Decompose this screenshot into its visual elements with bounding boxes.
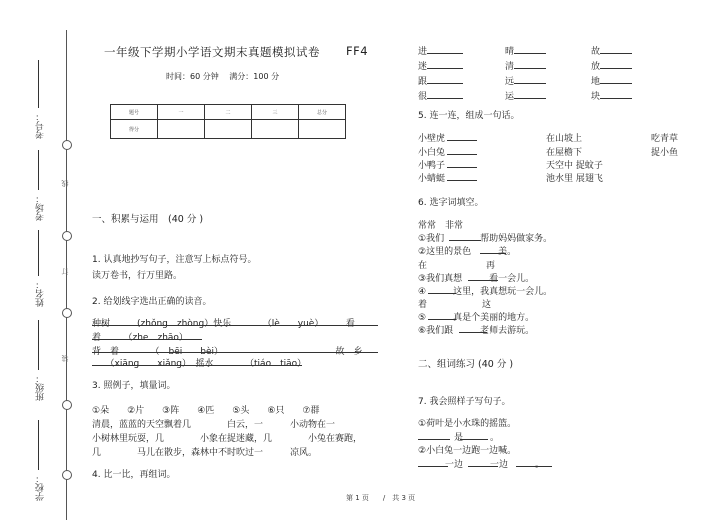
underline-rule [92, 325, 378, 326]
name-field[interactable] [38, 230, 39, 276]
question-3-options: ①朵 ②片 ③阵 ④匹 ⑤头 ⑥只 ⑦群 [92, 406, 320, 416]
match-item [418, 131, 477, 144]
match-subject: 小蜻蜓 [418, 174, 446, 184]
score-value: 100 分 [253, 72, 280, 81]
compare-row [418, 74, 463, 87]
answer-blank[interactable] [447, 171, 477, 181]
question-7: 7. 我会照样子写句子。 [418, 397, 511, 407]
answer-blank[interactable] [428, 293, 456, 294]
question-1: 1. 认真地抄写句子，注意写上标点符号。 [92, 255, 257, 265]
score-table-header: 二 [205, 105, 252, 120]
binding-line [66, 30, 67, 520]
fill-line: ⑥我们跟 老师去游玩。 [418, 326, 535, 336]
score-table-header: 题号 [111, 105, 158, 120]
cut-mark: 订 [61, 268, 69, 275]
question-3: 3. 照例子，填量词。 [92, 381, 176, 391]
match-subject: 小壁虎 [418, 134, 446, 144]
match-subject: 小鸭子 [418, 161, 446, 171]
compare-row [591, 74, 632, 87]
compare-char: 很 [418, 92, 428, 102]
name-label: 姓名： [36, 280, 46, 307]
compare-row [591, 89, 632, 102]
score-table [110, 104, 346, 139]
score-cell[interactable] [158, 120, 205, 139]
school-label: 学校： [36, 474, 46, 501]
class-label: 班级： [36, 374, 46, 401]
answer-blank[interactable] [516, 466, 552, 467]
word-choice: 再 [486, 261, 496, 271]
answer-blank[interactable] [514, 44, 546, 54]
compare-row [418, 59, 463, 72]
score-table-header: 总分 [299, 105, 346, 120]
answer-blank[interactable] [427, 44, 463, 54]
question-5: 5. 连一连，组成一句话。 [418, 111, 520, 121]
compare-char: 运 [505, 92, 515, 102]
score-cell[interactable] [299, 120, 346, 139]
score-cell[interactable] [252, 120, 299, 139]
answer-blank[interactable] [449, 240, 481, 241]
exam-meta [166, 71, 279, 82]
compare-char: 进 [418, 47, 428, 57]
class-field[interactable] [38, 320, 39, 370]
fill-line: ②这里的景色 美。 [418, 247, 517, 257]
exam-room-label: 考场： [36, 194, 46, 221]
answer-blank[interactable] [447, 158, 477, 168]
compare-char: 故 [591, 47, 601, 57]
binding-hole [62, 308, 72, 318]
answer-blank[interactable] [418, 466, 448, 467]
compare-char: 远 [505, 77, 515, 87]
underline-rule [92, 365, 302, 366]
word-choice: 着 [418, 300, 428, 310]
compare-row [591, 44, 632, 57]
binding-hole [62, 231, 72, 241]
page-footer [346, 493, 415, 503]
answer-blank[interactable] [447, 131, 477, 141]
binding-hole [62, 400, 72, 410]
question-1-text: 读万卷书，行万里路。 [92, 271, 183, 281]
answer-blank[interactable] [447, 145, 477, 155]
compare-row [505, 59, 546, 72]
word-choice: 这 [482, 300, 492, 310]
answer-blank[interactable] [427, 89, 463, 99]
section-1-title: 一、积累与运用 (40 分 ) [92, 214, 204, 225]
score-table-header: 一 [158, 105, 205, 120]
word-choice: 在 [418, 261, 428, 271]
score-row-label: 得分 [111, 120, 158, 139]
match-item [418, 171, 477, 184]
underline-rule [92, 339, 202, 340]
answer-blank[interactable] [514, 74, 546, 84]
example-sentence: ②小白兔一边跑一边喊。 [418, 446, 517, 456]
fill-line: ①我们 帮助妈妈做家务。 [418, 234, 553, 244]
question-2-line: 种树 (zhǒng zhòng）快乐 （lè yuè） 看 [92, 319, 355, 329]
score-cell[interactable] [205, 120, 252, 139]
answer-blank[interactable] [468, 466, 498, 467]
compare-char: 迷 [418, 62, 428, 72]
page-title: 一年级下学期小学语文期末真题模拟试卷 [104, 45, 320, 59]
answer-blank[interactable] [459, 332, 487, 333]
compare-row [418, 44, 463, 57]
answer-blank[interactable] [600, 44, 632, 54]
score-table-header: 三 [252, 105, 299, 120]
question-4: 4. 比一比，再组词。 [92, 470, 176, 480]
question-6: 6. 选字词填空。 [418, 198, 484, 208]
answer-blank[interactable] [600, 89, 632, 99]
compare-row [591, 59, 632, 72]
compare-char: 清 [505, 62, 515, 72]
compare-char: 跟 [418, 77, 428, 87]
school-field[interactable] [38, 420, 39, 470]
answer-blank[interactable] [427, 59, 463, 69]
compare-char: 地 [591, 77, 601, 87]
compare-char: 晴 [505, 47, 515, 57]
question-2-line: 着 （zhe zhāo） [92, 333, 188, 343]
match-subject: 小白兔 [418, 148, 446, 158]
page-number: 第 1 页 [346, 494, 369, 502]
exam-no-label: 考号： [36, 112, 46, 139]
page-total: 共 3 页 [392, 494, 416, 502]
question-3-line: 清晨，蓝蓝的天空飘着几 白云，一 小动物在一 [92, 420, 336, 430]
page-separator: / [382, 494, 386, 502]
answer-blank[interactable] [600, 74, 632, 84]
binding-hole [62, 140, 72, 150]
question-3-line: 小树林里玩耍，几 小象在捉迷藏，几 小兔在赛跑， [92, 434, 363, 444]
match-item [418, 158, 477, 171]
answer-blank[interactable] [514, 89, 546, 99]
question-2-line: （xiāng xiǎng） 摇水 （tiáo tiāo） [92, 359, 307, 369]
compare-char: 块 [591, 92, 601, 102]
compare-char: 放 [591, 62, 601, 72]
answer-blank[interactable] [480, 253, 506, 254]
answer-blank[interactable] [514, 59, 546, 69]
compare-row [418, 89, 463, 102]
binding-hole [62, 470, 72, 480]
compare-row [505, 74, 546, 87]
match-place: 天空中 捉蚊子 [546, 161, 603, 171]
match-action: 捉小鱼 [651, 148, 679, 158]
exam-room-field[interactable] [38, 150, 39, 190]
match-action: 吃青草 [651, 134, 679, 144]
fill-line: ③我们真想 看一会儿。 [418, 274, 535, 284]
cut-mark: 装 [61, 355, 69, 362]
answer-blank[interactable] [600, 59, 632, 69]
answer-blank[interactable] [460, 439, 488, 440]
match-place: 在屋檐下 [546, 148, 583, 158]
answer-blank[interactable] [418, 439, 450, 440]
question-2: 2. 给划线字选出正确的读音。 [92, 297, 212, 307]
underline-rule [92, 352, 378, 353]
match-place: 在山坡上 [546, 134, 583, 144]
match-place: 池水里 展翅飞 [546, 174, 603, 184]
question-3-line: 几 马儿在散步，森林中不时吹过一 凉风。 [92, 448, 318, 458]
cut-mark: 线 [61, 180, 69, 187]
answer-blank[interactable] [468, 280, 498, 281]
paper-code: FF4 [346, 44, 369, 58]
score-label: 满分： [229, 72, 254, 81]
time-label: 时间： [166, 72, 190, 81]
fill-line: ④ 这里，我真想玩一会儿。 [418, 287, 553, 297]
example-sentence: ①荷叶是小水珠的摇篮。 [418, 419, 517, 429]
section-2-title: 二、组词练习 (40 分 ) [418, 359, 514, 370]
match-item [418, 145, 477, 158]
answer-blank[interactable] [427, 74, 463, 84]
answer-blank[interactable] [428, 319, 456, 320]
word-choice: 常常 非常 [418, 221, 464, 231]
fill-line: 是 。 [418, 433, 500, 443]
fill-line: 一边 一边 。 [418, 460, 545, 470]
compare-row [505, 44, 546, 57]
exam-no-field[interactable] [38, 60, 39, 108]
fill-line: ⑤ 真是个美丽的地方。 [418, 313, 535, 323]
time-value: 60 分钟 [190, 72, 219, 81]
compare-row [505, 89, 546, 102]
question-2-line: 背 着 （ bēi bèi） 故 乡 [92, 347, 363, 357]
